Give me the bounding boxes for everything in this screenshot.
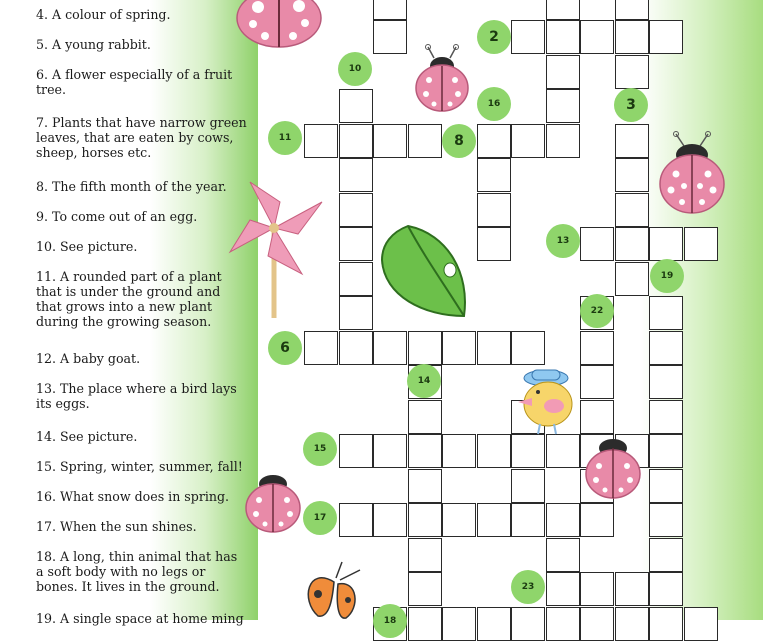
clue-11: 11. A rounded part of a plant that is under the ground and that grows into a new plant during the growing season. bbox=[36, 269, 222, 329]
crossword-cell[interactable] bbox=[580, 572, 614, 606]
clue-7: 7. Plants that have narrow green leaves, that are eaten by cows, sheep, horses etc. bbox=[36, 115, 247, 160]
crossword-cell[interactable] bbox=[304, 124, 338, 158]
clue-9: 9. To come out of an egg. bbox=[36, 209, 198, 224]
crossword-cell[interactable] bbox=[442, 434, 476, 468]
crossword-cell[interactable] bbox=[408, 538, 442, 572]
crossword-cell[interactable] bbox=[546, 572, 580, 606]
crossword-cell[interactable] bbox=[615, 193, 649, 227]
butterfly-icon bbox=[298, 560, 364, 620]
crossword-cell[interactable] bbox=[649, 296, 683, 330]
crossword-cell[interactable] bbox=[546, 503, 580, 537]
clue-10: 10. See picture. bbox=[36, 239, 138, 254]
clue-number-22: 22 bbox=[580, 294, 614, 328]
crossword-cell[interactable] bbox=[546, 20, 580, 54]
crossword-cell[interactable] bbox=[511, 503, 545, 537]
crossword-cell[interactable] bbox=[580, 365, 614, 399]
crossword-cell[interactable] bbox=[339, 296, 373, 330]
crossword-cell[interactable] bbox=[649, 331, 683, 365]
bird-icon bbox=[512, 366, 580, 436]
crossword-cell[interactable] bbox=[615, 572, 649, 606]
crossword-cell[interactable] bbox=[511, 124, 545, 158]
crossword-cell[interactable] bbox=[649, 469, 683, 503]
crossword-cell[interactable] bbox=[546, 434, 580, 468]
crossword-cell[interactable] bbox=[649, 400, 683, 434]
crossword-cell[interactable] bbox=[649, 503, 683, 537]
crossword-cell[interactable] bbox=[580, 400, 614, 434]
crossword-cell[interactable] bbox=[546, 55, 580, 89]
ladybug-icon bbox=[233, 0, 325, 50]
crossword-cell[interactable] bbox=[339, 262, 373, 296]
crossword-cell[interactable] bbox=[442, 607, 476, 641]
clue-16: 16. What snow does in spring. bbox=[36, 489, 230, 504]
clue-number-14: 14 bbox=[407, 364, 441, 398]
crossword-cell[interactable] bbox=[442, 331, 476, 365]
crossword-cell[interactable] bbox=[408, 469, 442, 503]
crossword-cell[interactable] bbox=[649, 607, 683, 641]
crossword-cell[interactable] bbox=[649, 20, 683, 54]
crossword-cell[interactable] bbox=[339, 124, 373, 158]
clue-number-11: 11 bbox=[268, 121, 302, 155]
crossword-cell[interactable] bbox=[649, 434, 683, 468]
crossword-cell[interactable] bbox=[408, 434, 442, 468]
crossword-cell[interactable] bbox=[373, 331, 407, 365]
ladybug-icon bbox=[656, 130, 728, 216]
crossword-cell[interactable] bbox=[339, 227, 373, 261]
crossword-cell[interactable] bbox=[615, 124, 649, 158]
crossword-cell[interactable] bbox=[304, 331, 338, 365]
crossword-cell[interactable] bbox=[408, 124, 442, 158]
clue-5: 5. A young rabbit. bbox=[36, 37, 151, 52]
crossword-cell[interactable] bbox=[511, 331, 545, 365]
crossword-cell[interactable] bbox=[373, 0, 407, 20]
crossword-cell[interactable] bbox=[511, 434, 545, 468]
ladybug-icon bbox=[412, 44, 472, 114]
clue-number-2: 2 bbox=[477, 20, 511, 54]
crossword-cell[interactable] bbox=[615, 227, 649, 261]
crossword-cell[interactable] bbox=[615, 607, 649, 641]
ladybug-icon bbox=[583, 434, 643, 500]
clue-number-10: 10 bbox=[338, 52, 372, 86]
clue-number-8: 8 bbox=[442, 124, 476, 158]
crossword-cell[interactable] bbox=[339, 503, 373, 537]
crossword-cell[interactable] bbox=[373, 434, 407, 468]
crossword-cell[interactable] bbox=[649, 365, 683, 399]
clue-number-23: 23 bbox=[511, 570, 545, 604]
ladybug-icon bbox=[243, 470, 303, 534]
crossword-cell[interactable] bbox=[477, 227, 511, 261]
crossword-cell[interactable] bbox=[442, 503, 476, 537]
crossword-cell[interactable] bbox=[580, 227, 614, 261]
crossword-cell[interactable] bbox=[546, 124, 580, 158]
crossword-cell[interactable] bbox=[373, 20, 407, 54]
clue-number-16: 16 bbox=[477, 87, 511, 121]
crossword-cell[interactable] bbox=[339, 193, 373, 227]
crossword-cell[interactable] bbox=[615, 158, 649, 192]
crossword-cell[interactable] bbox=[546, 0, 580, 20]
clue-19: 19. A single space at home ming bbox=[36, 611, 244, 626]
clue-8: 8. The fifth month of the year. bbox=[36, 179, 227, 194]
clue-18: 18. A long, thin animal that has a soft body with no legs or bones. It lives in the ground. bbox=[36, 549, 238, 594]
crossword-cell[interactable] bbox=[339, 89, 373, 123]
clue-number-13: 13 bbox=[546, 224, 580, 258]
clue-6: 6. A flower especially of a fruit tree. bbox=[36, 67, 233, 97]
crossword-cell[interactable] bbox=[477, 158, 511, 192]
crossword-cell[interactable] bbox=[339, 158, 373, 192]
clue-number-17: 17 bbox=[303, 501, 337, 535]
crossword-cell[interactable] bbox=[477, 607, 511, 641]
clue-12: 12. A baby goat. bbox=[36, 351, 141, 366]
crossword-cell[interactable] bbox=[546, 89, 580, 123]
crossword-cell[interactable] bbox=[373, 503, 407, 537]
clue-number-15: 15 bbox=[303, 432, 337, 466]
crossword-cell[interactable] bbox=[684, 227, 718, 261]
crossword-cell[interactable] bbox=[580, 20, 614, 54]
clue-14: 14. See picture. bbox=[36, 429, 138, 444]
clue-number-18: 18 bbox=[373, 604, 407, 638]
crossword-cell[interactable] bbox=[511, 20, 545, 54]
pinwheel-icon bbox=[228, 180, 324, 320]
crossword-cell[interactable] bbox=[477, 503, 511, 537]
crossword-cell[interactable] bbox=[477, 193, 511, 227]
crossword-cell[interactable] bbox=[339, 331, 373, 365]
crossword-cell[interactable] bbox=[408, 331, 442, 365]
clue-4: 4. A colour of spring. bbox=[36, 7, 171, 22]
crossword-cell[interactable] bbox=[339, 434, 373, 468]
crossword-cell[interactable] bbox=[684, 607, 718, 641]
crossword-cell[interactable] bbox=[649, 227, 683, 261]
crossword-cell[interactable] bbox=[477, 124, 511, 158]
crossword-cell[interactable] bbox=[546, 607, 580, 641]
leaf-icon bbox=[378, 222, 470, 320]
crossword-cell[interactable] bbox=[615, 0, 649, 20]
crossword-cell[interactable] bbox=[649, 572, 683, 606]
crossword-cell[interactable] bbox=[511, 469, 545, 503]
clue-15: 15. Spring, winter, summer, fall! bbox=[36, 459, 243, 474]
crossword-cell[interactable] bbox=[580, 503, 614, 537]
clue-number-3: 3 bbox=[614, 88, 648, 122]
crossword-cell[interactable] bbox=[408, 607, 442, 641]
crossword-cell[interactable] bbox=[649, 538, 683, 572]
crossword-cell[interactable] bbox=[615, 20, 649, 54]
crossword-cell[interactable] bbox=[408, 572, 442, 606]
crossword-cell[interactable] bbox=[408, 400, 442, 434]
clue-17: 17. When the sun shines. bbox=[36, 519, 197, 534]
crossword-cell[interactable] bbox=[615, 262, 649, 296]
clue-number-19: 19 bbox=[650, 259, 684, 293]
clue-13: 13. The place where a bird lays its eggs. bbox=[36, 381, 237, 411]
crossword-cell[interactable] bbox=[546, 538, 580, 572]
clue-number-6: 6 bbox=[268, 331, 302, 365]
crossword-cell[interactable] bbox=[615, 55, 649, 89]
crossword-cell[interactable] bbox=[477, 434, 511, 468]
crossword-cell[interactable] bbox=[511, 607, 545, 641]
crossword-cell[interactable] bbox=[408, 503, 442, 537]
crossword-cell[interactable] bbox=[477, 331, 511, 365]
crossword-cell[interactable] bbox=[580, 331, 614, 365]
crossword-cell[interactable] bbox=[580, 607, 614, 641]
crossword-cell[interactable] bbox=[373, 124, 407, 158]
